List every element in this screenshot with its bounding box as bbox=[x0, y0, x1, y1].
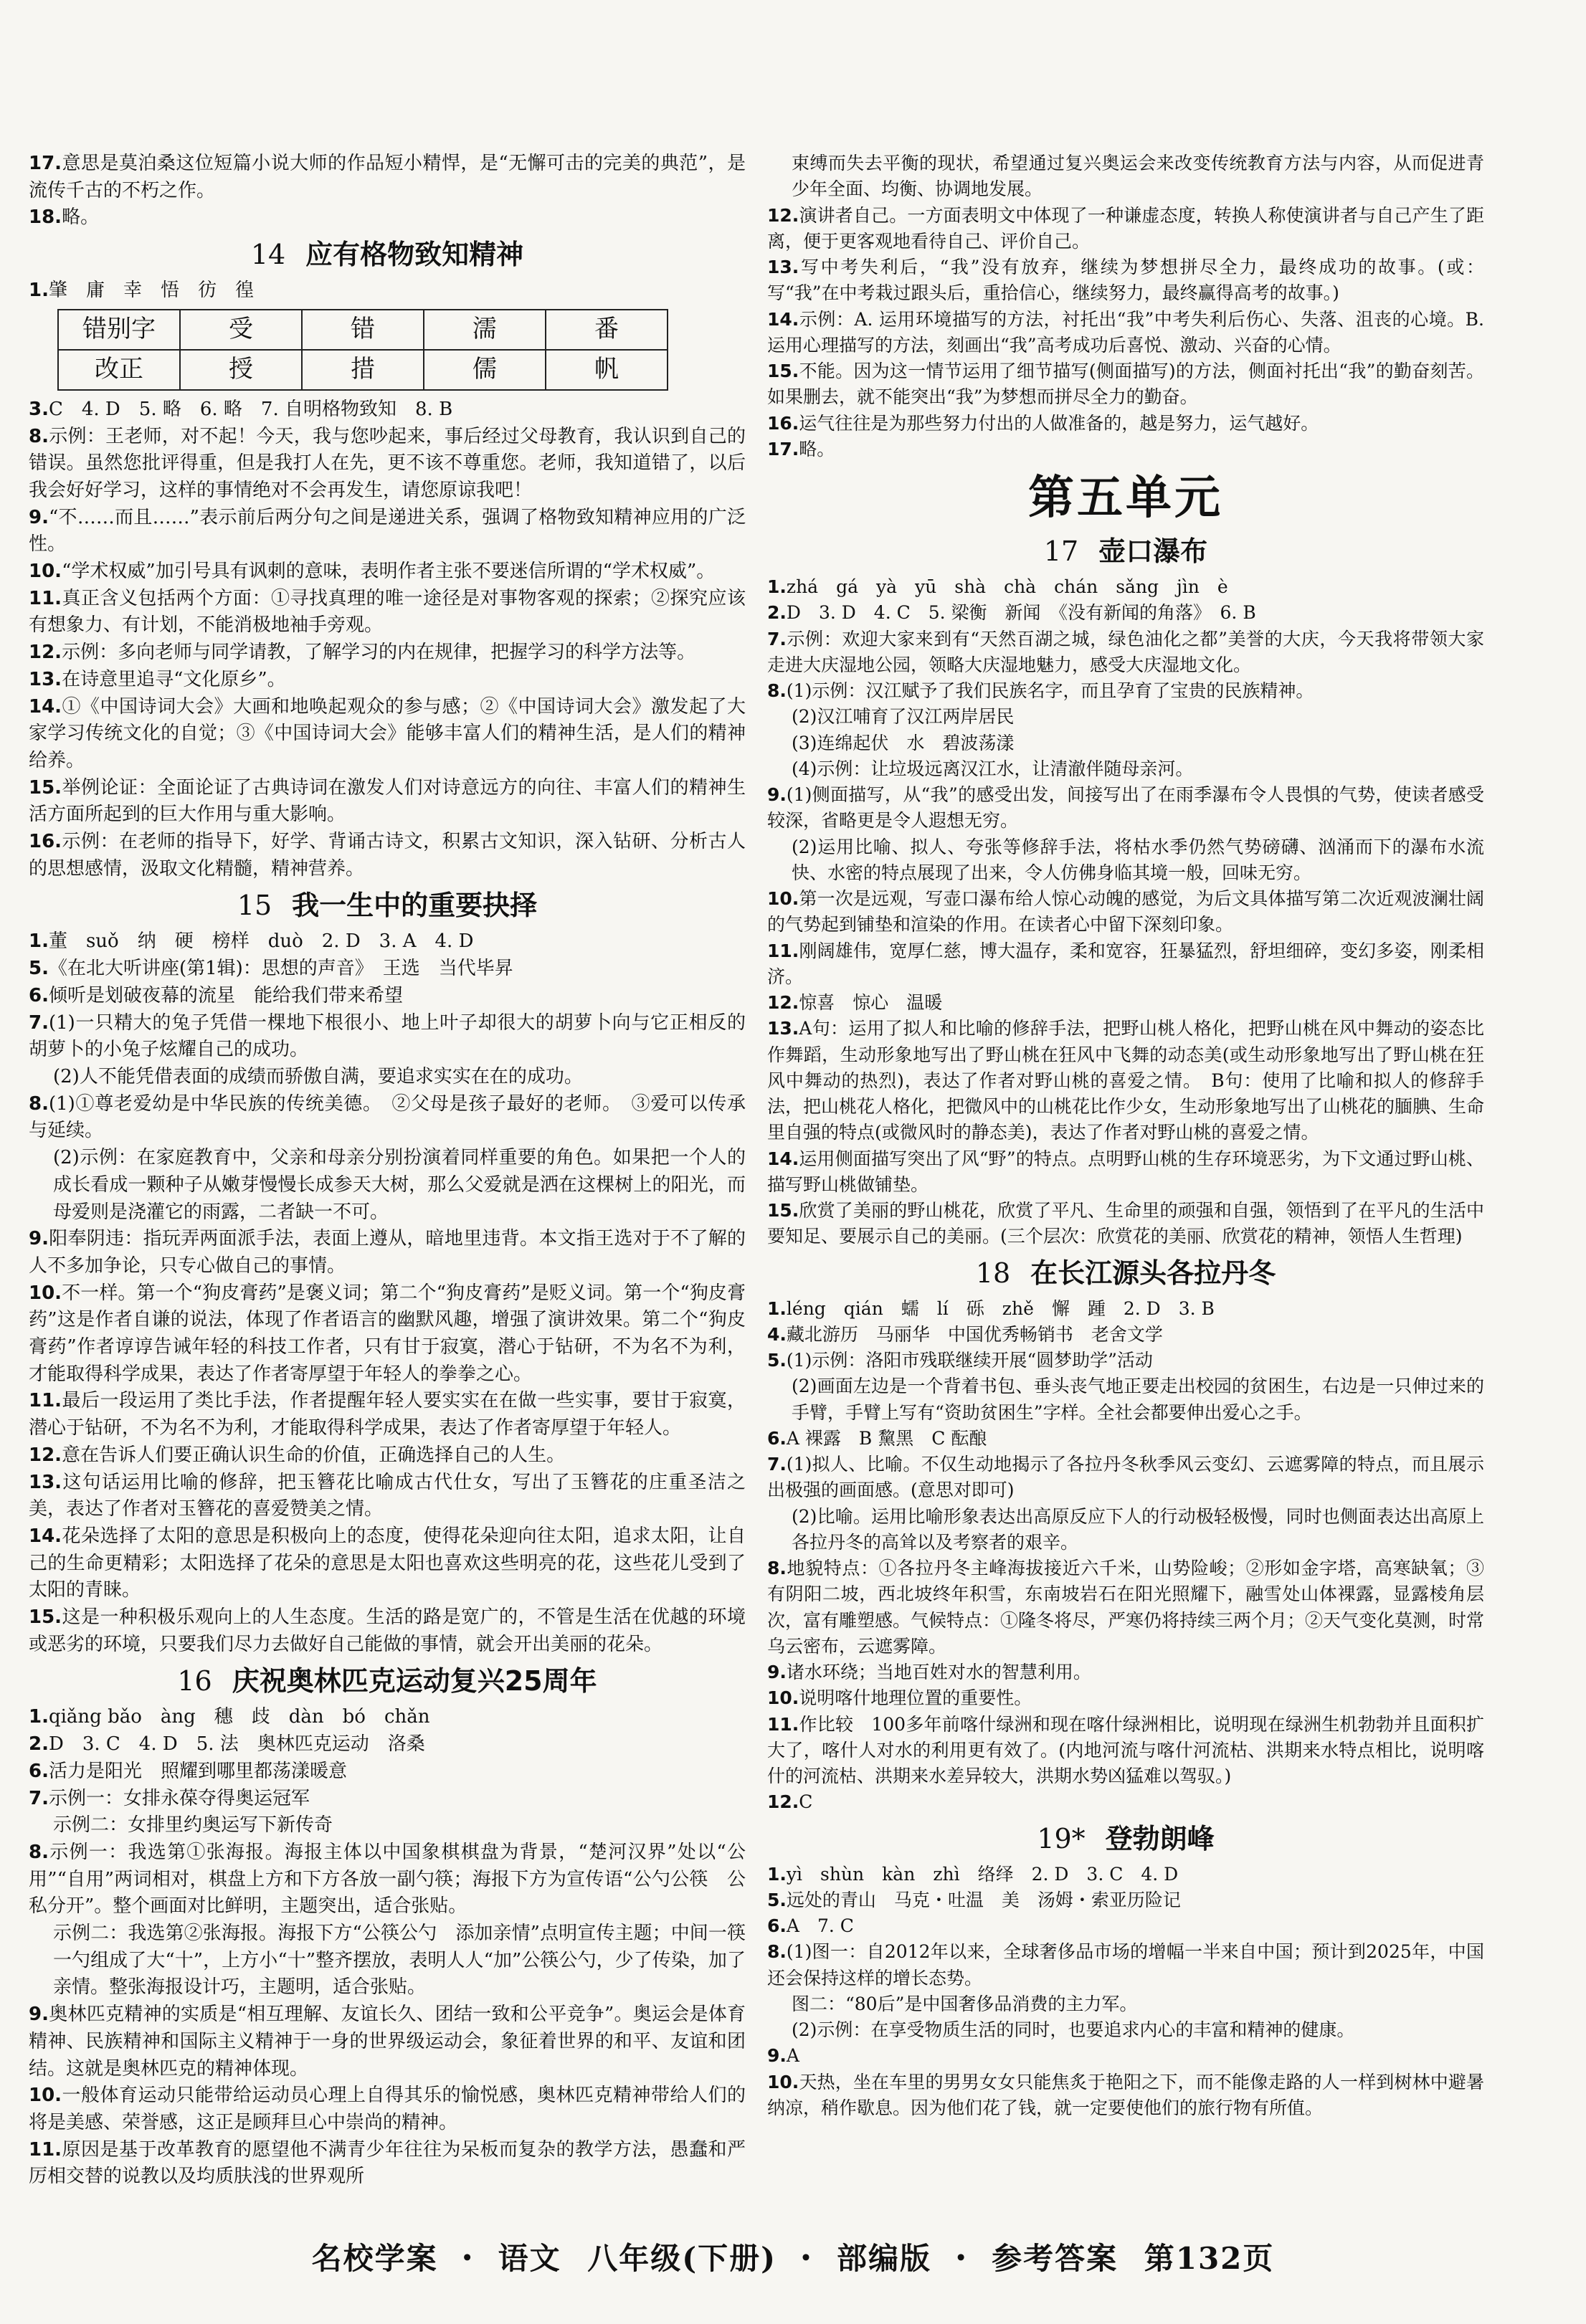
answer-item bbox=[767, 358, 1484, 411]
answer-text: 这句话运用比喻的修辞，把玉簪花比喻成古代仕女，写出了玉簪花的庄重圣洁之美，表达了作者对玉簪花的喜爱赞美之情。 bbox=[29, 1471, 746, 1520]
question-number: 11. bbox=[767, 1713, 799, 1735]
answer-text: (3)连绵起伏 水 碧波荡漾 bbox=[792, 732, 1015, 753]
answer-item bbox=[767, 704, 1484, 730]
answer-text: A句：运用了拟人和比喻的修辞手法，把野山桃人格化，把野山桃在风中舞动的姿态比作舞蹈，生动形象地写出了野山桃在狂风中飞舞的动态美(或生动形象地写出了野山桃在狂风中舞动的热烈)，表达了作者对野山桃的喜爱之情。 B句：使用了比喻和拟人的修辞手法，把山桃花人格化，把微风中的山桃花比作少女，生动形象地写出了山桃花的腼腆、生命里自强的特点(或微风时的静态美)，表达了作者对野山桃的喜爱之情。 bbox=[767, 1018, 1485, 1143]
question-number: 15. bbox=[767, 1200, 799, 1221]
question-number: 7. bbox=[767, 628, 787, 649]
answer-text: (2)比喻。运用比喻形象表达出高原反应下人的行动极轻极慢，同时也侧面表达出高原上各拉丹冬的高耸以及考察者的艰辛。 bbox=[792, 1505, 1484, 1553]
question-number: 7. bbox=[767, 1454, 787, 1475]
answer-item bbox=[767, 886, 1484, 938]
question-number: 14. bbox=[767, 1148, 799, 1169]
answer-text: (4)示例：让垃圾远离汉江水，让清澈伴随母亲河。 bbox=[792, 758, 1194, 779]
question-number: 12. bbox=[767, 1791, 799, 1813]
question-number: 12. bbox=[29, 642, 62, 664]
answer-text: (1)拟人、比喻。不仅生动地揭示了各拉丹冬秋季风云变幻、云遮雾障的特点，而且展示出极强的画面感。(意思对即可) bbox=[767, 1454, 1484, 1501]
answer-text: (2)运用比喻、拟人、夸张等修辞手法，将枯水季仍然气势磅礴、汹涌而下的瀑布水流快、水密的特点展现了出来，令人仿佛身临其境一般，回味无穷。 bbox=[792, 836, 1484, 883]
table-cell: 番 bbox=[546, 310, 668, 350]
answer-item bbox=[767, 1913, 1484, 1939]
table-cell: 措 bbox=[302, 350, 424, 390]
lesson-title bbox=[767, 1253, 1484, 1293]
answer-item bbox=[767, 1373, 1484, 1426]
answer-item bbox=[767, 574, 1484, 600]
question-number: 9. bbox=[29, 506, 49, 528]
table-row bbox=[58, 310, 668, 350]
table-cell: 帆 bbox=[546, 350, 668, 390]
answer-text: (1)图一：自2012年以来，全球奢侈品市场的增幅一半来自中国；预计到2025年，中国还会保持这样的增长态势。 bbox=[767, 1941, 1484, 1989]
lesson-title bbox=[29, 234, 746, 275]
answer-item bbox=[29, 775, 746, 829]
answer-item bbox=[767, 411, 1484, 437]
question-number: 5. bbox=[29, 958, 49, 980]
answer-text: 意思是莫泊桑这位短篇小说大师的作品短小精悍，是“无懈可击的完美的典范”，是流传千古的不朽之作。 bbox=[29, 153, 746, 201]
answer-text: 花朵选择了太阳的意思是积极向上的态度，使得花朵迎向往太阳，追求太阳，让自己的生命更精彩；太阳选择了花朵的意思是太阳也喜欢这些明亮的花，这些花儿受到了太阳的青睐。 bbox=[29, 1525, 746, 1601]
answer-item bbox=[29, 1145, 746, 1226]
question-number: 11. bbox=[29, 587, 62, 609]
answer-text: ①《中国诗词大会》大画和地唤起观众的参与感；②《中国诗词大会》激发起了大家学习传统文化的自觉；③《中国诗词大会》能够丰富人们的精神生活，是人们的精神给养。 bbox=[29, 695, 746, 771]
answer-text: 意在告诉人们要正确认识生命的价值，正确选择自己的人生。 bbox=[62, 1444, 566, 1466]
answer-text: 示例一：女排永葆夺得奥运冠军 bbox=[48, 1787, 310, 1809]
table-cell: 错 bbox=[302, 310, 424, 350]
question-number: 14. bbox=[29, 695, 62, 718]
answer-text: 示例：欢迎大家来到有“天然百湖之城，绿色油化之都”美誉的大庆，今天我将带领大家走进大庆湿地公园，领略大庆湿地魅力，感受大庆湿地文化。 bbox=[767, 628, 1484, 675]
answer-item bbox=[767, 307, 1484, 359]
question-number: 4. bbox=[767, 1323, 787, 1345]
lesson-title-text: 在长江源头各拉丹冬 bbox=[1030, 1257, 1276, 1289]
table-cell: 受 bbox=[180, 310, 302, 350]
answer-text: (1)一只精大的兔子凭借一棵地下根很小、地上叶子却很大的胡萝卜向与它正相反的胡萝卜的小兔子炫耀自己的成功。 bbox=[29, 1011, 746, 1061]
answer-text: (1)示例：汉江赋予了我们民族名字，而且孕育了宝贵的民族精神。 bbox=[786, 680, 1314, 701]
question-number: 2. bbox=[767, 602, 787, 624]
answer-text: 示例：A. 运用环境描写的方法，衬托出“我”中考失利后伤心、失落、沮丧的心境。B. 运用心理描写的方法，刻画出“我”高考成功后喜悦、激动、兴奋的心情。 bbox=[767, 308, 1484, 356]
question-number: 9. bbox=[29, 2004, 49, 2026]
lesson-title bbox=[767, 1819, 1484, 1859]
answer-text: (1)示例：洛阳市残联继续开展“圆梦助学”活动 bbox=[786, 1350, 1153, 1371]
answer-item bbox=[29, 1731, 746, 1758]
answer-text: 束缚而失去平衡的现状，希望通过复兴奥运会来改变传统教育方法与内容，从而促进青少年全面、均衡、协调地发展。 bbox=[792, 153, 1484, 200]
answer-item bbox=[767, 1789, 1484, 1815]
question-number: 8. bbox=[29, 1092, 49, 1115]
answer-item bbox=[29, 2082, 746, 2136]
question-number: 9. bbox=[767, 2045, 787, 2067]
question-number: 7. bbox=[29, 1787, 49, 1809]
table-cell: 错别字 bbox=[58, 310, 180, 350]
answer-text: 示例：多向老师与同学请教，了解学习的内在规律，把握学习的科学方法等。 bbox=[62, 642, 696, 664]
answer-item bbox=[29, 1091, 746, 1145]
answer-text: 这是一种积极乐观向上的人生态度。生活的路是宽广的，不管是生活在优越的环境或恶劣的环境，只要我们尽力去做好自己能做的事情，就会开出美丽的花朵。 bbox=[29, 1606, 746, 1655]
question-number: 11. bbox=[767, 940, 799, 961]
answer-text: (1)侧面描写，从“我”的感受出发，间接写出了在雨季瀑布令人畏惧的气势，使读者感受较深，省略更是令人遐想无穷。 bbox=[767, 784, 1484, 832]
question-number: 5. bbox=[767, 1350, 787, 1371]
answer-item bbox=[767, 782, 1484, 834]
answer-text: 演讲者自己。一方面表明文中体现了一种谦虚态度，转换人称使演讲者与自己产生了距离，便于更客观地看待自己、评价自己。 bbox=[767, 204, 1484, 252]
answer-item bbox=[767, 1504, 1484, 1556]
answer-item bbox=[29, 1920, 746, 2001]
table-row bbox=[58, 350, 668, 390]
answer-item bbox=[767, 254, 1484, 307]
answer-text: 《在北大听讲座(第1辑)：思想的声音》 王选 当代毕昇 bbox=[48, 958, 513, 980]
answer-item bbox=[29, 505, 746, 558]
question-number: 1. bbox=[29, 1706, 49, 1728]
question-number: 2. bbox=[29, 1733, 49, 1756]
answer-item bbox=[767, 756, 1484, 782]
answer-text: 示例二：女排里约奥运写下新传奇 bbox=[53, 1814, 333, 1837]
answer-text: 欣赏了美丽的野山桃花，欣赏了平凡、生命里的顽强和自强，领悟到了在平凡的生活中要知足、要展示自己的美丽。(三个层次：欣赏花的美丽、欣赏花的精神，领悟人生哲理) bbox=[767, 1200, 1484, 1247]
answer-item bbox=[29, 586, 746, 639]
answer-item bbox=[767, 1322, 1484, 1348]
answer-text: 肇 庸 幸 悟 彷 徨 bbox=[48, 280, 254, 302]
answer-text: 示例一：我选第①张海报。海报主体以中国象棋棋盘为背景，“楚河汉界”处以“公用”“自用”两词相对，棋盘上方和下方各放一副勺筷；海报下方为宣传语“公勺公筷 公私分开”。整个画面对比鲜明，主题突出，适合张贴。 bbox=[29, 1841, 746, 1918]
answer-item bbox=[767, 1556, 1484, 1659]
answer-text: (2)汉江哺育了汉江两岸居民 bbox=[792, 706, 1015, 728]
answer-text: A 7. C bbox=[786, 1915, 854, 1936]
question-number: 5. bbox=[767, 1889, 787, 1910]
answer-item bbox=[29, 1442, 746, 1470]
answer-item bbox=[29, 1704, 746, 1731]
answer-text: 刚阔雄伟，宽厚仁慈，博大温存，柔和宽容，狂暴猛烈，舒坦细碎，变幻多姿，刚柔相济。 bbox=[767, 940, 1484, 987]
answer-item bbox=[29, 1388, 746, 1442]
answer-item bbox=[29, 1010, 746, 1064]
question-number: 13. bbox=[767, 1018, 799, 1039]
answer-item bbox=[29, 1786, 746, 1813]
answer-item bbox=[767, 990, 1484, 1016]
answer-text: 略。 bbox=[62, 206, 100, 229]
answer-item bbox=[29, 396, 746, 424]
answer-item bbox=[29, 424, 746, 505]
question-number: 10. bbox=[767, 2071, 799, 2092]
question-number: 12. bbox=[767, 992, 799, 1013]
page-footer bbox=[0, 2235, 1586, 2278]
question-number: 10. bbox=[767, 888, 799, 909]
question-number: 6. bbox=[767, 1427, 787, 1449]
question-number: 1. bbox=[29, 930, 49, 953]
answer-item bbox=[767, 1348, 1484, 1373]
typo-correction-table bbox=[57, 309, 668, 391]
answer-item bbox=[767, 834, 1484, 887]
footer-sep: ・ bbox=[452, 2241, 484, 2276]
answer-item bbox=[767, 1991, 1484, 2017]
lesson-number: 17 bbox=[1043, 535, 1079, 567]
lesson-title-text: 应有格物致知精神 bbox=[305, 239, 524, 271]
question-number: 10. bbox=[29, 561, 62, 583]
table-cell: 改正 bbox=[58, 350, 180, 390]
answer-text: 活力是阳光 照耀到哪里都荡漾暖意 bbox=[48, 1760, 347, 1782]
lesson-title-text: 壶口瀑布 bbox=[1098, 535, 1208, 567]
answer-item bbox=[29, 204, 746, 232]
answer-text: C bbox=[799, 1791, 813, 1813]
question-number: 8. bbox=[29, 425, 49, 447]
question-number: 9. bbox=[29, 1228, 49, 1250]
footer-section: 参考答案 bbox=[992, 2241, 1119, 2276]
question-number: 1. bbox=[767, 576, 787, 597]
answer-item bbox=[767, 938, 1484, 991]
question-number: 12. bbox=[29, 1444, 62, 1466]
lesson-number: 16 bbox=[177, 1665, 212, 1697]
answer-text: 奥林匹克精神的实质是“相互理解、友谊长久、团结一致和公平竞争”。奥运会是体育精神、民族精神和国际主义精神于一身的世界级运动会，象征着世界的和平、友谊和团结。这就是奥林匹克的精神体现。 bbox=[29, 2004, 746, 2080]
answer-item bbox=[29, 1280, 746, 1389]
answer-item bbox=[29, 1604, 746, 1658]
answer-item bbox=[767, 1887, 1484, 1913]
lesson-title-text: 庆祝奥林匹克运动复兴25周年 bbox=[232, 1665, 597, 1697]
answer-text: 远处的青山 马克・吐温 美 汤姆・索亚历险记 bbox=[786, 1889, 1181, 1910]
answer-item bbox=[29, 983, 746, 1010]
answer-text: “学术权威”加引号具有讽刺的意味，表明作者主张不要迷信所谓的“学术权威”。 bbox=[62, 561, 716, 583]
lesson-title-text: 登勃朗峰 bbox=[1105, 1822, 1215, 1854]
answer-item bbox=[29, 2137, 746, 2191]
answer-item bbox=[29, 558, 746, 586]
table-cell: 授 bbox=[180, 350, 302, 390]
question-number: 3. bbox=[29, 398, 49, 420]
footer-sep: ・ bbox=[946, 2241, 978, 2276]
answer-text: 不能。因为这一情节运用了细节描写(侧面描写)的方法，侧面衬托出“我”的勤奋刻苦。如果删去，就不能突出“我”为梦想而拼尽全力的勤奋。 bbox=[767, 361, 1484, 408]
answer-text: léng qián 蠕 lí 砾 zhě 懈 踵 2. D 3. B bbox=[786, 1297, 1215, 1319]
answer-item bbox=[767, 437, 1484, 462]
answer-text: 诸水环绕；当地百姓对水的智慧利用。 bbox=[786, 1662, 1091, 1682]
answer-text: 第一次是远观，写壶口瀑布给人惊心动魄的感觉，为后文具体描写第二次近观波澜壮阔的气势起到铺垫和渲染的作用。在读者心中留下深刻印象。 bbox=[767, 888, 1484, 935]
answer-item bbox=[767, 1862, 1484, 1887]
question-number: 15. bbox=[29, 776, 62, 799]
question-number: 16. bbox=[767, 412, 799, 434]
answer-item bbox=[767, 1939, 1484, 1991]
question-number: 17. bbox=[767, 438, 799, 459]
question-number: 13. bbox=[29, 1471, 62, 1493]
answer-item bbox=[29, 639, 746, 667]
question-number: 8. bbox=[767, 680, 787, 701]
answer-item bbox=[767, 2070, 1484, 2122]
answer-text: zhá gá yà yū shà chà chán sǎng jìn è bbox=[786, 576, 1228, 597]
answer-text: 不一样。第一个“狗皮膏药”是褒义词；第二个“狗皮膏药”是贬义词。第一个“狗皮膏药”这是作者自谦的说法，体现了作者语言的幽默风趣，增强了演讲效果。第二个“狗皮膏药”作者谆谆告诫年轻的科技工作者，只有甘于寂寞，潜心于钻研，不为名不为利，才能取得科学成果，表达了作者寄厚望于年轻人的拳拳之心。 bbox=[29, 1282, 746, 1385]
footer-page-number: 第132页 bbox=[1144, 2241, 1275, 2276]
answer-text: A 裸露 B 黧黑 C 酝酿 bbox=[786, 1427, 987, 1449]
footer-sep: ・ bbox=[791, 2241, 823, 2276]
answer-text: A bbox=[786, 2045, 799, 2067]
answer-text: 图二：“80后”是中国奢侈品消费的主力军。 bbox=[792, 1993, 1138, 2014]
answer-item bbox=[29, 1523, 746, 1604]
question-number: 8. bbox=[29, 1841, 49, 1863]
answer-text: 真正含义包括两个方面：①寻找真理的唯一途径是对事物客观的探索；②探究应该有想象力、有计划，不能消极地袖手旁观。 bbox=[29, 587, 746, 637]
answer-text: “不……而且……”表示前后两分句之间是递进关系，强调了格物致知精神应用的广泛性。 bbox=[29, 506, 746, 556]
question-number: 18. bbox=[29, 206, 62, 229]
question-number: 8. bbox=[767, 1558, 787, 1578]
answer-text: 地貌特点：①各拉丹冬主峰海拔接近六千米，山势险峻；②形如金字塔，高寒缺氧；③有阴阳二坡，西北坡终年积雪，东南坡岩石在阳光照耀下，融雪处山体裸露，显露棱角层次，富有雕塑感。气候特点：①隆冬将尽，严寒仍将持续三两个月；②天气变化莫测，时常乌云密布，云遮雾障。 bbox=[767, 1558, 1485, 1657]
question-number: 7. bbox=[29, 1011, 49, 1034]
lesson-title bbox=[29, 885, 746, 925]
question-number: 10. bbox=[29, 2085, 62, 2107]
answer-text: D 3. D 4. C 5. 梁衡 新闻 《没有新闻的角落》 6. B bbox=[786, 602, 1256, 624]
footer-edition: 部编版 bbox=[837, 2241, 932, 2276]
answer-item bbox=[767, 1426, 1484, 1452]
table-cell: 濡 bbox=[424, 310, 546, 350]
answer-item bbox=[767, 730, 1484, 756]
answer-text: 最后一段运用了类比手法，作者提醒年轻人要实实在在做一些实事，要甘于寂寞，潜心于钻研，不为名不为利，才能取得科学成果，表达了作者寄厚望于年轻人。 bbox=[29, 1390, 746, 1439]
answer-item bbox=[767, 1016, 1484, 1146]
answer-text: 在诗意里追寻“文化原乡”。 bbox=[62, 668, 286, 690]
answer-text: 董 suǒ 纳 硬 榜样 duò 2. D 3. A 4. D bbox=[48, 930, 474, 953]
question-number: 6. bbox=[29, 984, 49, 1006]
answer-text: C 4. D 5. 略 6. 略 7. 自明格物致知 8. B bbox=[48, 398, 453, 420]
answer-text: (2)人不能凭借表面的成绩而骄傲自满，要追求实实在在的成功。 bbox=[53, 1065, 583, 1087]
answer-text: 一般体育运动只能带给运动员心理上自得其乐的愉悦感，奥林匹克精神带给人们的将是美感、荣誉感，这正是顾拜旦心中崇尚的精神。 bbox=[29, 2085, 746, 2133]
answer-text: 举例论证：全面论证了古典诗词在激发人们对诗意远方的向往、丰富人们的精神生活方面所起到的巨大作用与重大影响。 bbox=[29, 776, 746, 826]
answer-item bbox=[29, 829, 746, 882]
answer-text: yì shùn kàn zhì 络绎 2. D 3. C 4. D bbox=[786, 1863, 1179, 1885]
question-number: 9. bbox=[767, 1662, 787, 1682]
right-column bbox=[767, 151, 1484, 2121]
answer-item bbox=[29, 1064, 746, 1091]
answer-item bbox=[767, 1296, 1484, 1322]
answer-text: 倾听是划破夜幕的流星 能给我们带来希望 bbox=[48, 984, 403, 1006]
question-number: 10. bbox=[29, 1282, 62, 1304]
question-number: 9. bbox=[767, 784, 787, 805]
answer-text: 略。 bbox=[799, 438, 835, 459]
question-number: 11. bbox=[29, 2138, 62, 2161]
question-number: 15. bbox=[767, 361, 799, 381]
lesson-title bbox=[29, 1661, 746, 1701]
answer-item bbox=[767, 203, 1484, 255]
answer-text: 藏北游历 马丽华 中国优秀畅销书 老舍文学 bbox=[786, 1323, 1163, 1345]
footer-subject: 语文 bbox=[498, 2241, 561, 2276]
answer-text: (2)示例：在家庭教育中，父亲和母亲分别扮演着同样重要的角色。如果把一个人的成长看成一颗种子从嫩芽慢慢长成参天大树，那么父爱就是洒在这棵树上的阳光，而母爱则是浇灌它的雨露，二者缺一不可。 bbox=[53, 1147, 746, 1223]
question-number: 11. bbox=[29, 1390, 62, 1412]
question-number: 14. bbox=[767, 308, 799, 330]
answer-item bbox=[767, 1146, 1484, 1199]
question-number: 10. bbox=[767, 1687, 799, 1709]
answer-item bbox=[29, 151, 746, 204]
footer-book: 名校学案 bbox=[311, 2241, 438, 2276]
answer-item bbox=[29, 694, 746, 775]
left-column bbox=[29, 151, 746, 2191]
answer-text: D 3. C 4. D 5. 法 奥林匹克运动 洛桑 bbox=[48, 1733, 425, 1756]
answer-text: (2)画面左边是一个背着书包、垂头丧气地正要走出校园的贫困生，右边是一只伸过来的手臂，手臂上写有“资助贫困生”字样。全社会都要伸出爱心之手。 bbox=[792, 1376, 1484, 1423]
answer-text: 示例：在老师的指导下，好学、背诵古诗文，积累古文知识，深入钻研、分析古人的思想感情，汲取文化精髓，精神营养。 bbox=[29, 831, 746, 880]
answer-item bbox=[767, 1712, 1484, 1790]
answer-item bbox=[767, 627, 1484, 679]
question-number: 1. bbox=[767, 1863, 787, 1885]
answer-item bbox=[767, 151, 1484, 203]
question-number: 12. bbox=[767, 204, 799, 226]
answer-item bbox=[29, 956, 746, 983]
lesson-number: 19* bbox=[1037, 1822, 1086, 1854]
answer-item bbox=[29, 667, 746, 694]
lesson-title bbox=[767, 531, 1484, 571]
question-number: 1. bbox=[29, 280, 49, 302]
question-number: 1. bbox=[767, 1297, 787, 1319]
answer-item bbox=[29, 1470, 746, 1523]
question-number: 17. bbox=[29, 153, 62, 174]
table-cell: 儒 bbox=[424, 350, 546, 390]
unit-heading: 第五单元 bbox=[1028, 472, 1223, 525]
question-number: 6. bbox=[29, 1760, 49, 1782]
answer-item bbox=[767, 2043, 1484, 2069]
answer-item bbox=[29, 1226, 746, 1280]
answer-text: 运用侧面描写突出了风“野”的特点。点明野山桃的生存环境恶劣，为下文通过野山桃、描写野山桃做铺垫。 bbox=[767, 1148, 1484, 1195]
lesson-number: 15 bbox=[237, 890, 272, 922]
lesson-number: 18 bbox=[975, 1257, 1011, 1289]
answer-text: 惊喜 惊心 温暖 bbox=[799, 992, 943, 1013]
question-number: 15. bbox=[29, 1606, 62, 1629]
question-number: 13. bbox=[767, 257, 799, 277]
question-number: 13. bbox=[29, 668, 62, 690]
answer-item bbox=[29, 2001, 746, 2082]
answer-text: (1)①尊老爱幼是中华民族的传统美德。 ②父母是孩子最好的老师。 ③爱可以传承与延续。 bbox=[29, 1092, 746, 1142]
answer-text: 阳奉阴违：指玩弄两面派手法，表面上遵从，暗地里违背。本文指王选对于不了解的人不多加争论，只专心做自己的事情。 bbox=[29, 1228, 746, 1277]
answer-item bbox=[29, 1839, 746, 1920]
answer-item bbox=[29, 1812, 746, 1839]
answer-item bbox=[29, 928, 746, 956]
answer-text: (2)示例：在享受物质生活的同时，也要追求内心的丰富和精神的健康。 bbox=[792, 2019, 1355, 2040]
footer-grade: 八年级(下册) bbox=[587, 2241, 777, 2276]
answer-item bbox=[767, 1198, 1484, 1250]
answer-text: 作比较 100多年前喀什绿洲和现在喀什绿洲相比，说明现在绿洲生机勃勃并且面积扩大了，喀什人对水的利用更有效了。(内地河流与喀什河流枯、洪期来水特点相比，说明喀什的河流枯、洪期来水差异较大，洪期水势凶猛难以驾驭。) bbox=[767, 1713, 1484, 1786]
answer-text: 示例：王老师，对不起！今天，我与您吵起来，事后经过父母教育，我认识到自己的错误。虽然您批评得重，但是我打人在先，更不该不尊重您。老师，我知道错了，以后我会好好学习，这样的事情绝对不会再发生，请您原谅我吧！ bbox=[29, 425, 746, 501]
lesson-number: 14 bbox=[250, 239, 286, 271]
answer-text: 原因是基于改革教育的愿望他不满青少年往往为呆板而复杂的教学方法，愚蠢和严厉相交替的说教以及均质肤浅的世界观所 bbox=[29, 2138, 746, 2188]
answer-item bbox=[29, 277, 746, 305]
answer-item bbox=[767, 600, 1484, 626]
answer-item bbox=[767, 678, 1484, 704]
answer-text: 运气往往是为那些努力付出的人做准备的，越是努力，运气越好。 bbox=[799, 412, 1319, 434]
question-number: 16. bbox=[29, 831, 62, 853]
answer-text: 示例二：我选第②张海报。海报下方“公筷公勺 添加亲情”点明宣传主题；中间一筷一勺组成了大“十”，上方小“十”整齐摆放，表明人人“加”公筷公勺，少了传染，加了亲情。整张海报设计巧，主题明，适合张贴。 bbox=[53, 1923, 746, 1999]
answer-text: 天热，坐在车里的男男女女只能焦炙于艳阳之下，而不能像走路的人一样到树林中避暑纳凉，稍作歇息。因为他们花了钱，就一定要使他们的旅行物有所值。 bbox=[767, 2071, 1484, 2118]
question-number: 14. bbox=[29, 1525, 62, 1547]
answer-item bbox=[767, 1659, 1484, 1685]
question-number: 8. bbox=[767, 1941, 787, 1963]
answer-text: 写中考失利后，“我”没有放弃，继续为梦想拼尽全力，最终成功的故事。(或：写“我”在中考栽过跟头后，重拾信心，继续努力，最终赢得高考的故事。) bbox=[767, 257, 1484, 304]
lesson-title-text: 我一生中的重要抉择 bbox=[292, 890, 538, 922]
answer-item bbox=[767, 1452, 1484, 1504]
answer-item bbox=[29, 1758, 746, 1786]
answer-item bbox=[767, 2017, 1484, 2043]
answer-item bbox=[767, 1685, 1484, 1711]
answer-text: qiǎng bǎo àng 穗 歧 dàn bó chǎn bbox=[48, 1706, 430, 1728]
answer-text: 说明喀什地理位置的重要性。 bbox=[799, 1687, 1032, 1709]
question-number: 6. bbox=[767, 1915, 787, 1936]
